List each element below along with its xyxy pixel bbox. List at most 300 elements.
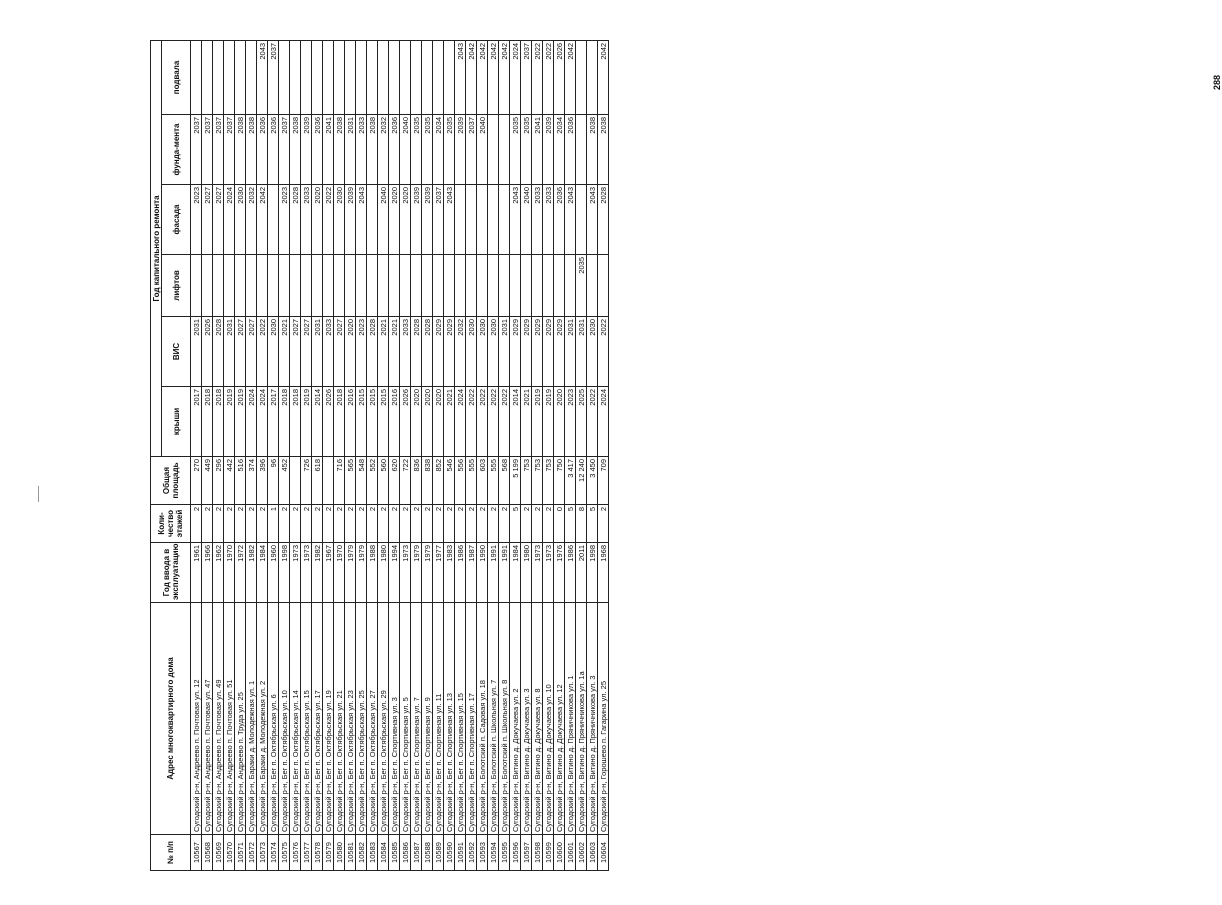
header-year: Год ввода в эксплуатацию xyxy=(151,543,191,603)
row-roof: 2016 xyxy=(389,387,400,457)
row-year: 1987 xyxy=(466,543,477,603)
row-foundation: 2038 xyxy=(367,115,378,185)
row-floors: 2 xyxy=(433,505,444,543)
row-foundation: 2038 xyxy=(235,115,246,185)
row-floors: 2 xyxy=(367,505,378,543)
header-lift: лифтов xyxy=(162,255,191,317)
row-foundation: 2036 xyxy=(389,115,400,185)
row-address: Сугодский р-н, Андреево п. Почтовая ул. 47 xyxy=(202,603,213,835)
row-foundation: 2035 xyxy=(444,115,455,185)
row-roof: 2015 xyxy=(378,387,389,457)
row-roof: 2015 xyxy=(367,387,378,457)
row-basement: 2042 xyxy=(477,40,488,114)
table-row xyxy=(389,40,400,870)
row-basement xyxy=(400,40,411,114)
row-number: 10579 xyxy=(323,835,334,871)
row-area xyxy=(323,457,334,505)
row-number: 10569 xyxy=(213,835,224,871)
row-floors: 2 xyxy=(323,505,334,543)
table-row xyxy=(400,40,411,870)
row-basement xyxy=(312,40,323,114)
row-facade: 2027 xyxy=(213,185,224,255)
row-address: Сугодский р-н, Бег п. Спортивная ул. 11 xyxy=(433,603,444,835)
row-year: 1986 xyxy=(565,543,576,603)
table-row xyxy=(543,40,554,870)
row-basement: 2042 xyxy=(565,40,576,114)
row-facade: 2020 xyxy=(389,185,400,255)
table-row xyxy=(499,40,510,870)
header-repair-group: Год капитального ремонта xyxy=(151,40,162,456)
row-foundation: 2041 xyxy=(323,115,334,185)
row-year: 1973 xyxy=(290,543,301,603)
row-area: 565 xyxy=(345,457,356,505)
row-roof: 2024 xyxy=(598,387,609,457)
row-number: 10599 xyxy=(543,835,554,871)
row-vis: 2030 xyxy=(587,317,598,387)
row-area: 449 xyxy=(202,457,213,505)
row-roof: 2018 xyxy=(334,387,345,457)
row-lift xyxy=(499,255,510,317)
row-number: 10570 xyxy=(224,835,235,871)
row-floors: 2 xyxy=(499,505,510,543)
row-floors: 2 xyxy=(356,505,367,543)
row-roof: 2018 xyxy=(202,387,213,457)
row-basement: 2043 xyxy=(257,40,268,114)
table-row xyxy=(191,40,202,870)
row-foundation: 2035 xyxy=(411,115,422,185)
row-year: 1966 xyxy=(202,543,213,603)
row-vis: 2031 xyxy=(499,317,510,387)
row-foundation: 2038 xyxy=(246,115,257,185)
row-facade: 2039 xyxy=(422,185,433,255)
row-roof: 2022 xyxy=(488,387,499,457)
table-row xyxy=(455,40,466,870)
row-area: 836 xyxy=(411,457,422,505)
row-basement: 2037 xyxy=(521,40,532,114)
row-vis: 2028 xyxy=(422,317,433,387)
row-year: 1979 xyxy=(356,543,367,603)
row-lift xyxy=(191,255,202,317)
row-address: Сугодский р-н, Витино д. Пряничникова ул. 3 xyxy=(587,603,598,835)
row-floors: 2 xyxy=(224,505,235,543)
row-lift xyxy=(378,255,389,317)
row-area: 618 xyxy=(312,457,323,505)
row-year: 1984 xyxy=(510,543,521,603)
row-foundation xyxy=(488,115,499,185)
row-foundation: 2037 xyxy=(466,115,477,185)
row-roof: 2022 xyxy=(587,387,598,457)
row-facade: 2033 xyxy=(543,185,554,255)
row-foundation: 2039 xyxy=(455,115,466,185)
row-vis: 2027 xyxy=(246,317,257,387)
row-facade: 2028 xyxy=(598,185,609,255)
row-roof: 2021 xyxy=(521,387,532,457)
header-foundation: фунда-мента xyxy=(162,115,191,185)
row-roof: 2019 xyxy=(532,387,543,457)
row-area: 3 450 xyxy=(587,457,598,505)
row-number: 10585 xyxy=(389,835,400,871)
row-area: 552 xyxy=(367,457,378,505)
row-address: Сугодский р-н, Бараки д. Молодежная ул. 1 xyxy=(246,603,257,835)
row-floors: 2 xyxy=(378,505,389,543)
row-year: 1979 xyxy=(411,543,422,603)
row-number: 10601 xyxy=(565,835,576,871)
row-year: 1979 xyxy=(345,543,356,603)
row-vis: 2027 xyxy=(334,317,345,387)
row-number: 10586 xyxy=(400,835,411,871)
row-area: 548 xyxy=(356,457,367,505)
row-facade: 2023 xyxy=(191,185,202,255)
row-area: 556 xyxy=(455,457,466,505)
row-floors: 0 xyxy=(554,505,565,543)
row-lift xyxy=(279,255,290,317)
table-row xyxy=(356,40,367,870)
row-vis: 2030 xyxy=(466,317,477,387)
row-facade xyxy=(455,185,466,255)
row-number: 10604 xyxy=(598,835,609,871)
row-basement xyxy=(301,40,312,114)
table-row xyxy=(224,40,235,870)
row-area: 722 xyxy=(400,457,411,505)
row-address: Сугодский р-н, Витино д. Докучаева ул. 12 xyxy=(554,603,565,835)
row-floors: 2 xyxy=(301,505,312,543)
row-basement: 2042 xyxy=(488,40,499,114)
row-number: 10593 xyxy=(477,835,488,871)
row-lift xyxy=(257,255,268,317)
row-number: 10576 xyxy=(290,835,301,871)
row-roof: 2019 xyxy=(301,387,312,457)
row-number: 10595 xyxy=(499,835,510,871)
row-vis: 2033 xyxy=(323,317,334,387)
row-year: 2011 xyxy=(576,543,587,603)
row-foundation: 2040 xyxy=(477,115,488,185)
row-area: 560 xyxy=(378,457,389,505)
row-basement xyxy=(334,40,345,114)
row-number: 10602 xyxy=(576,835,587,871)
table-row xyxy=(510,40,521,870)
header-facade: фасада xyxy=(162,185,191,255)
row-roof: 2026 xyxy=(400,387,411,457)
row-basement xyxy=(356,40,367,114)
row-area: 603 xyxy=(477,457,488,505)
row-facade: 2033 xyxy=(301,185,312,255)
row-facade: 2020 xyxy=(312,185,323,255)
row-foundation: 2035 xyxy=(521,115,532,185)
row-vis: 2028 xyxy=(213,317,224,387)
row-facade xyxy=(466,185,477,255)
row-lift xyxy=(488,255,499,317)
row-year: 1983 xyxy=(444,543,455,603)
row-roof: 2020 xyxy=(411,387,422,457)
row-vis: 2029 xyxy=(510,317,521,387)
row-number: 10603 xyxy=(587,835,598,871)
row-foundation: 2039 xyxy=(301,115,312,185)
row-number: 10582 xyxy=(356,835,367,871)
row-area: 442 xyxy=(224,457,235,505)
row-facade: 2030 xyxy=(334,185,345,255)
row-number: 10571 xyxy=(235,835,246,871)
row-basement xyxy=(367,40,378,114)
table-row xyxy=(587,40,598,870)
row-lift xyxy=(554,255,565,317)
row-roof: 2023 xyxy=(565,387,576,457)
row-vis: 2029 xyxy=(433,317,444,387)
row-foundation: 2036 xyxy=(565,115,576,185)
row-lift xyxy=(532,255,543,317)
table-row xyxy=(565,40,576,870)
row-vis: 2023 xyxy=(356,317,367,387)
row-lift xyxy=(246,255,257,317)
row-vis: 2029 xyxy=(543,317,554,387)
row-facade: 2036 xyxy=(554,185,565,255)
table-row xyxy=(334,40,345,870)
row-number: 10594 xyxy=(488,835,499,871)
row-number: 10588 xyxy=(422,835,433,871)
row-facade: 2043 xyxy=(565,185,576,255)
row-vis: 2022 xyxy=(257,317,268,387)
row-area: 852 xyxy=(433,457,444,505)
row-basement: 2043 xyxy=(455,40,466,114)
table-row xyxy=(323,40,334,870)
row-lift xyxy=(466,255,477,317)
row-foundation: 2036 xyxy=(257,115,268,185)
row-lift xyxy=(202,255,213,317)
table-row xyxy=(477,40,488,870)
row-roof: 2014 xyxy=(312,387,323,457)
row-address: Сугодский р-н, Витино д. Докучаева ул. 2 xyxy=(510,603,521,835)
row-year: 1994 xyxy=(389,543,400,603)
row-lift: 2035 xyxy=(576,255,587,317)
row-address: Сугодский р-н, Андреево п. Почтовая ул. 49 xyxy=(213,603,224,835)
row-basement xyxy=(202,40,213,114)
row-basement xyxy=(576,40,587,114)
row-year: 1960 xyxy=(268,543,279,603)
row-foundation: 2031 xyxy=(345,115,356,185)
row-year: 1998 xyxy=(279,543,290,603)
table-row xyxy=(598,40,609,870)
row-address: Сугодский р-н, Витино д. Докучаева ул. 10 xyxy=(543,603,554,835)
row-area: 296 xyxy=(213,457,224,505)
row-vis: 2027 xyxy=(290,317,301,387)
row-floors: 2 xyxy=(279,505,290,543)
row-foundation: 2037 xyxy=(279,115,290,185)
table-row xyxy=(268,40,279,870)
row-facade: 2043 xyxy=(356,185,367,255)
row-lift xyxy=(367,255,378,317)
row-floors: 2 xyxy=(466,505,477,543)
row-address: Сугодский р-н, Витино д. Докучаева ул. 3 xyxy=(521,603,532,835)
row-roof: 2022 xyxy=(477,387,488,457)
row-address: Сугодский р-н, Горошево п. Гагарина ул. 25 xyxy=(598,603,609,835)
row-basement: 2037 xyxy=(268,40,279,114)
row-year: 1973 xyxy=(301,543,312,603)
row-area: 96 xyxy=(268,457,279,505)
row-lift xyxy=(587,255,598,317)
header-floors: Коли-чество этажей xyxy=(151,505,191,543)
row-year: 1979 xyxy=(422,543,433,603)
header-address: Адрес многоквартирного дома xyxy=(151,603,191,835)
row-year: 1982 xyxy=(312,543,323,603)
row-floors: 2 xyxy=(477,505,488,543)
row-number: 10581 xyxy=(345,835,356,871)
row-address: Сугодский р-н, Бег п. Октябрьская ул. 25 xyxy=(356,603,367,835)
row-facade xyxy=(477,185,488,255)
row-basement xyxy=(191,40,202,114)
row-vis: 2030 xyxy=(268,317,279,387)
row-basement xyxy=(433,40,444,114)
row-lift xyxy=(224,255,235,317)
row-number: 10567 xyxy=(191,835,202,871)
row-area: 396 xyxy=(257,457,268,505)
row-address: Сугодский р-н, Бег п. Спортивная ул. 13 xyxy=(444,603,455,835)
row-facade: 2032 xyxy=(246,185,257,255)
row-area: 716 xyxy=(334,457,345,505)
table-row xyxy=(411,40,422,870)
row-foundation: 2037 xyxy=(191,115,202,185)
row-number: 10575 xyxy=(279,835,290,871)
row-number: 10592 xyxy=(466,835,477,871)
row-foundation: 2038 xyxy=(587,115,598,185)
row-roof: 2019 xyxy=(543,387,554,457)
row-year: 1980 xyxy=(521,543,532,603)
row-basement xyxy=(213,40,224,114)
header-basement: подвала xyxy=(162,40,191,114)
row-foundation: 2032 xyxy=(378,115,389,185)
row-floors: 2 xyxy=(543,505,554,543)
row-address: Сугодский р-н, Бег п. Октябрьская ул. 23 xyxy=(345,603,356,835)
row-area: 753 xyxy=(521,457,532,505)
header-row-1 xyxy=(151,40,162,870)
row-roof: 2014 xyxy=(510,387,521,457)
row-basement xyxy=(389,40,400,114)
row-number: 10587 xyxy=(411,835,422,871)
row-area: 753 xyxy=(532,457,543,505)
row-floors: 2 xyxy=(257,505,268,543)
row-vis: 2022 xyxy=(598,317,609,387)
row-roof: 2020 xyxy=(422,387,433,457)
row-basement xyxy=(378,40,389,114)
row-lift xyxy=(521,255,532,317)
row-address: Сугодский р-н, Бег п. Спортивная ул. 17 xyxy=(466,603,477,835)
row-foundation: 2038 xyxy=(598,115,609,185)
row-area: 555 xyxy=(466,457,477,505)
row-number: 10568 xyxy=(202,835,213,871)
row-vis: 2028 xyxy=(367,317,378,387)
row-number: 10574 xyxy=(268,835,279,871)
row-area: 838 xyxy=(422,457,433,505)
row-lift xyxy=(312,255,323,317)
row-year: 1977 xyxy=(433,543,444,603)
row-roof: 2024 xyxy=(257,387,268,457)
row-floors: 8 xyxy=(576,505,587,543)
row-facade xyxy=(499,185,510,255)
row-facade: 2028 xyxy=(290,185,301,255)
row-roof: 2022 xyxy=(499,387,510,457)
row-floors: 1 xyxy=(268,505,279,543)
row-foundation: 2038 xyxy=(334,115,345,185)
row-lift xyxy=(422,255,433,317)
table-row xyxy=(345,40,356,870)
row-number: 10589 xyxy=(433,835,444,871)
row-roof: 2026 xyxy=(323,387,334,457)
table-row xyxy=(554,40,565,870)
row-roof: 2019 xyxy=(224,387,235,457)
table-row xyxy=(521,40,532,870)
row-lift xyxy=(323,255,334,317)
row-floors: 2 xyxy=(389,505,400,543)
row-facade: 2039 xyxy=(345,185,356,255)
row-number: 10578 xyxy=(312,835,323,871)
row-year: 1973 xyxy=(400,543,411,603)
row-roof: 2017 xyxy=(268,387,279,457)
row-facade: 2020 xyxy=(400,185,411,255)
row-facade: 2037 xyxy=(433,185,444,255)
table-row xyxy=(213,40,224,870)
row-area: 709 xyxy=(598,457,609,505)
row-lift xyxy=(598,255,609,317)
row-year: 1961 xyxy=(191,543,202,603)
row-floors: 2 xyxy=(444,505,455,543)
row-address: Сугодский р-н, Бег п. Спортивная ул. 5 xyxy=(400,603,411,835)
row-number: 10596 xyxy=(510,835,521,871)
row-year: 1973 xyxy=(532,543,543,603)
row-facade xyxy=(576,185,587,255)
row-floors: 2 xyxy=(521,505,532,543)
row-basement xyxy=(323,40,334,114)
row-vis: 2031 xyxy=(312,317,323,387)
row-vis: 2020 xyxy=(345,317,356,387)
row-year: 1973 xyxy=(543,543,554,603)
row-floors: 5 xyxy=(587,505,598,543)
row-area: 3 417 xyxy=(565,457,576,505)
row-floors: 2 xyxy=(422,505,433,543)
row-basement xyxy=(224,40,235,114)
row-address: Сугодский р-н, Болотский п. Школьная ул. 8 xyxy=(499,603,510,835)
row-foundation: 2038 xyxy=(290,115,301,185)
row-year: 1990 xyxy=(477,543,488,603)
row-facade: 2033 xyxy=(532,185,543,255)
table-row xyxy=(532,40,543,870)
row-lift xyxy=(433,255,444,317)
row-address: Сугодский р-н, Витино д. Докучаева ул. 8 xyxy=(532,603,543,835)
row-facade xyxy=(268,185,279,255)
row-roof: 2024 xyxy=(455,387,466,457)
row-floors: 2 xyxy=(290,505,301,543)
row-number: 10591 xyxy=(455,835,466,871)
row-year: 1967 xyxy=(323,543,334,603)
row-basement xyxy=(587,40,598,114)
row-year: 1986 xyxy=(455,543,466,603)
row-floors: 2 xyxy=(312,505,323,543)
row-foundation: 2036 xyxy=(268,115,279,185)
row-facade: 2043 xyxy=(510,185,521,255)
table-body xyxy=(191,40,609,870)
row-lift xyxy=(301,255,312,317)
margin-mark xyxy=(38,486,39,502)
row-roof: 2018 xyxy=(213,387,224,457)
row-basement: 2024 xyxy=(510,40,521,114)
row-vis: 2031 xyxy=(565,317,576,387)
row-address: Сугодский р-н, Бег п. Октябрьская ул. 19 xyxy=(323,603,334,835)
row-facade: 2023 xyxy=(279,185,290,255)
row-foundation: 2035 xyxy=(422,115,433,185)
row-address: Сугодский р-н, Бег п. Спортивная ул. 3 xyxy=(389,603,400,835)
row-lift xyxy=(356,255,367,317)
row-address: Сугодский р-н, Бег п. Октябрьская ул. 14 xyxy=(290,603,301,835)
row-floors: 2 xyxy=(213,505,224,543)
table-row xyxy=(235,40,246,870)
row-year: 1976 xyxy=(554,543,565,603)
